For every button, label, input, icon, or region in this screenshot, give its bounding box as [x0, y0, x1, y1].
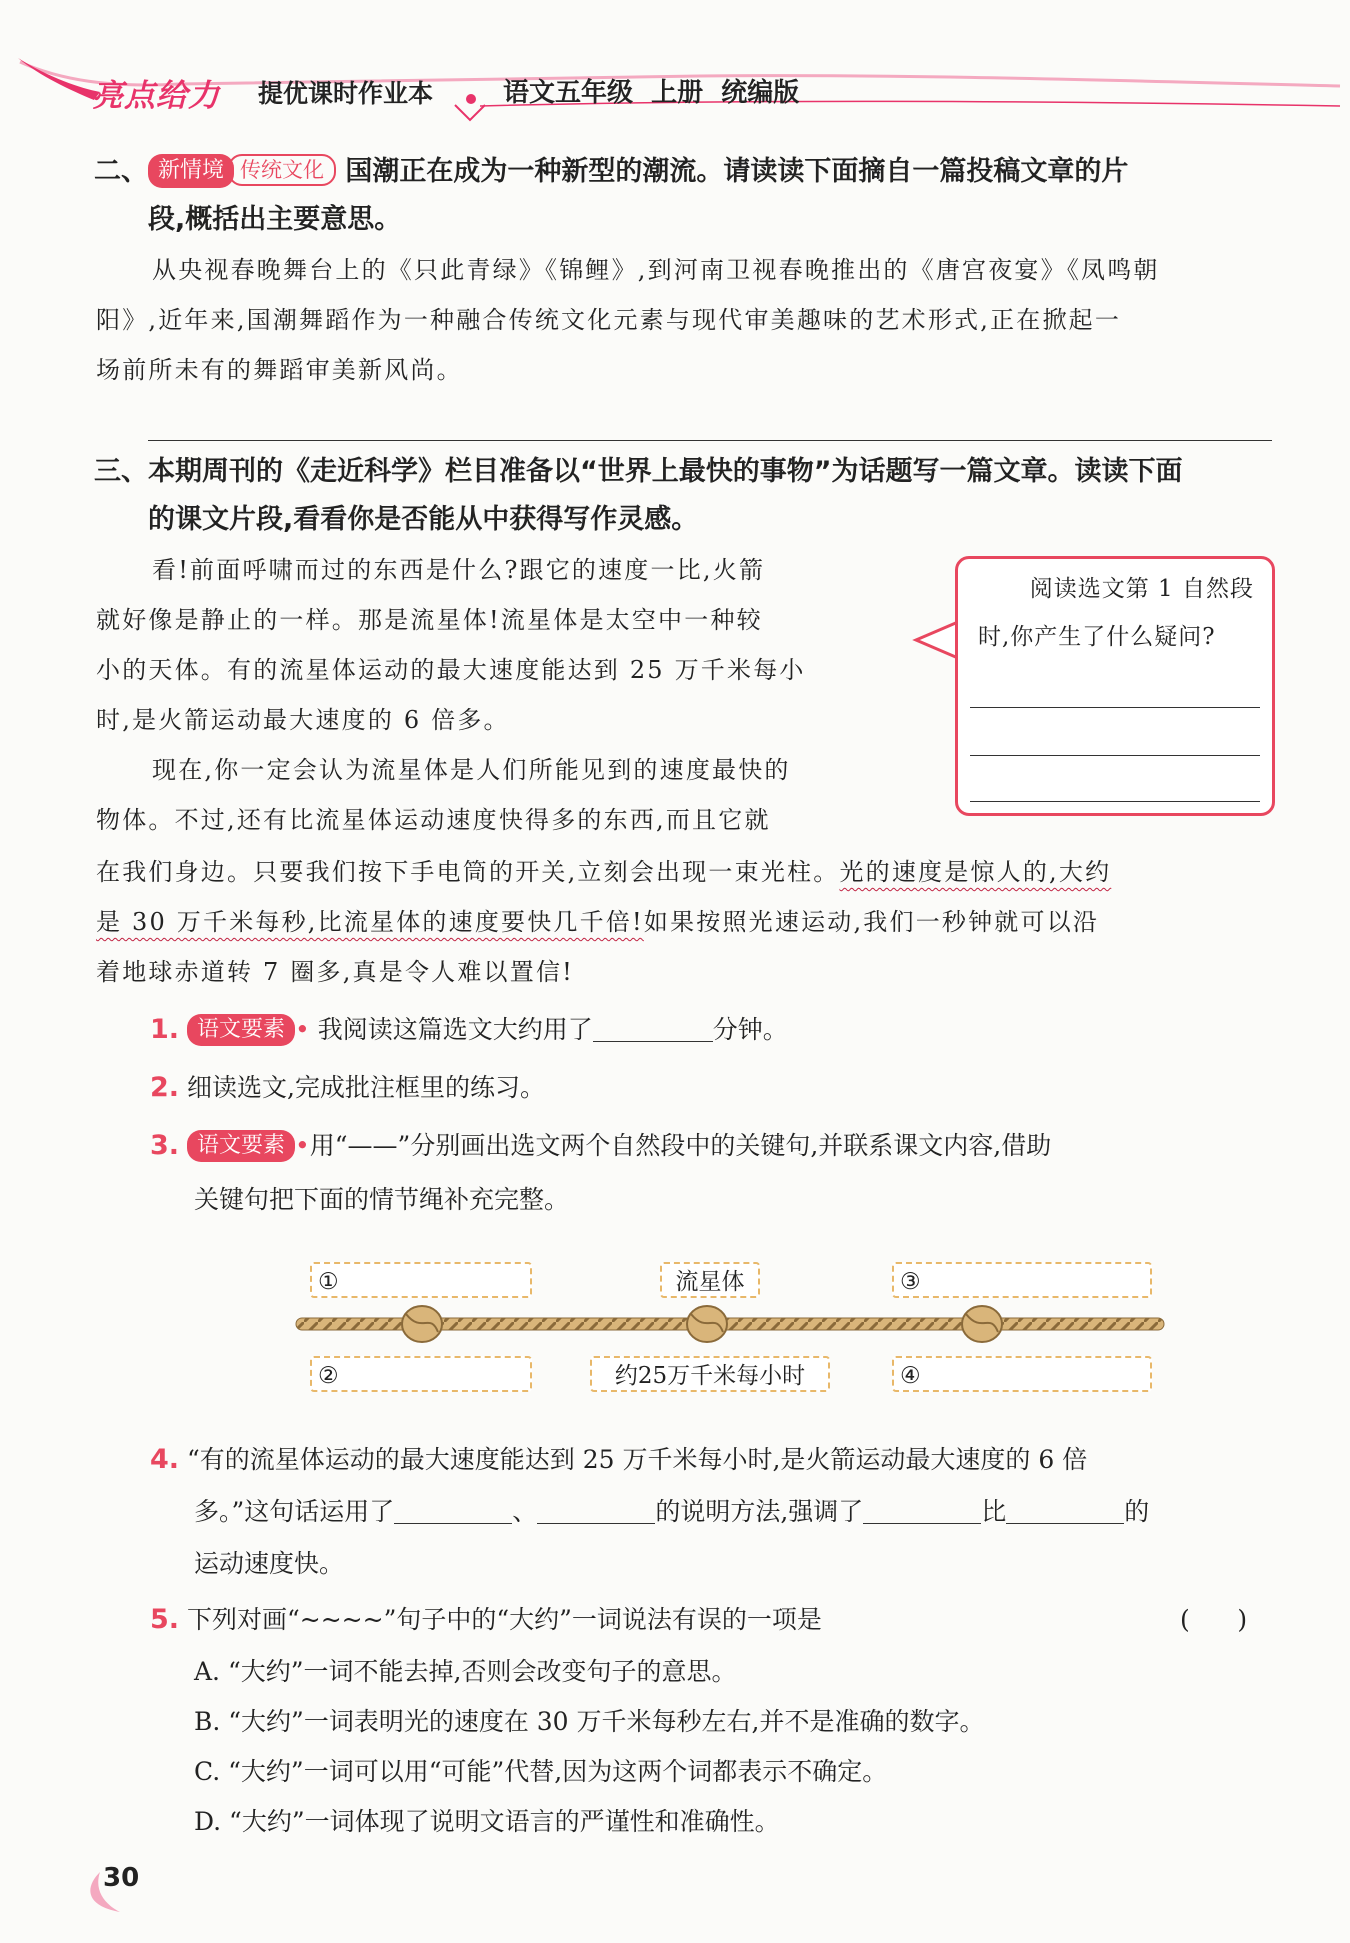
- q4-blank-4[interactable]: [1006, 1493, 1124, 1524]
- passage-p1-line2: 就好像是静止的一样。那是流星体!流星体是太空中一种较: [96, 606, 763, 634]
- wavy-sentence-part2: 是 30 万千米每秒,比流星体的速度要快几千倍!: [96, 908, 644, 936]
- subject-title: 语文五年级 上册 统编版: [503, 78, 800, 108]
- question-5: [150, 1594, 822, 1646]
- note-line2: 时,你产生了什么疑问?: [978, 624, 1216, 650]
- q5-option-a[interactable]: A. “大约”一词不能去掉,否则会改变句子的意思。: [194, 1657, 737, 1686]
- q5-answer-paren[interactable]: ( ): [1180, 1605, 1248, 1634]
- q4-line3: 运动速度快。: [194, 1549, 345, 1578]
- q1-text-after: 分钟。: [712, 1015, 788, 1044]
- q2-text: 细读选文,完成批注框里的练习。: [187, 1073, 545, 1102]
- rope-box-4[interactable]: ④: [892, 1356, 1152, 1392]
- wavy-sentence-part1: 光的速度是惊人的,大约: [839, 858, 1112, 886]
- rope-box-1[interactable]: ①: [310, 1262, 532, 1298]
- passage-p2-line4: [96, 898, 1099, 947]
- q5-text: 下列对画“~~~~”句子中的“大约”一词说法有误的一项是: [187, 1605, 822, 1634]
- q4-text-a: 多。”这句话运用了: [194, 1497, 395, 1526]
- q4-number: 4.: [150, 1444, 180, 1475]
- q5-option-d[interactable]: D. “大约”一词体现了说明文语言的严谨性和准确性。: [194, 1807, 780, 1836]
- rope-knot-2: [687, 1306, 727, 1342]
- passage-p2-line4b: 如果按照光速运动,我们一秒钟就可以沿: [643, 908, 1100, 936]
- note-answer-line-1[interactable]: [970, 707, 1260, 708]
- rope-box-bottom-mid: 约25万千米每小时: [590, 1356, 830, 1392]
- passage-p2-line1: 现在,你一定会认为流星体是人们所能见到的速度最快的: [152, 756, 791, 784]
- page-number: 30: [103, 1863, 140, 1893]
- q2-number: 2.: [150, 1072, 180, 1103]
- rope-box-3[interactable]: ③: [892, 1262, 1152, 1298]
- brand-logo-text: 亮点给力: [92, 78, 220, 114]
- rope-graphic: [290, 1294, 1170, 1354]
- q4-text-e: 的: [1124, 1497, 1150, 1526]
- section2-number: 二、: [94, 156, 148, 187]
- q4-blank-2[interactable]: [537, 1493, 655, 1524]
- rope-box-top-mid: 流星体: [660, 1262, 760, 1298]
- passage-p2-line3a: 在我们身边。只要我们按下手电筒的开关,立刻会出现一束光柱。: [96, 858, 840, 886]
- section3-number: 三、: [94, 456, 148, 487]
- q3-line2: 关键句把下面的情节绳补充完整。: [194, 1185, 570, 1214]
- section3-prompt-line1: 本期周刊的《走近科学》栏目准备以“世界上最快的事物”为话题写一篇文章。读读下面: [148, 456, 1183, 487]
- q4-line2: [194, 1486, 1149, 1538]
- q1-tag: 语文要素: [187, 1014, 295, 1046]
- q4-text-b: 、: [512, 1497, 538, 1526]
- passage-p1-line1: 看!前面呼啸而过的东西是什么?跟它的速度一比,火箭: [152, 556, 766, 584]
- note-line1: 阅读选文第 1 自然段: [1029, 576, 1254, 602]
- question-4: [150, 1434, 1087, 1486]
- q5-option-b[interactable]: B. “大约”一词表明光的速度在 30 万千米每秒左右,并不是准确的数字。: [194, 1707, 985, 1736]
- section2-passage-line1: 从央视春晚舞台上的《只此青绿》《锦鲤》,到河南卫视春晚推出的《唐宫夜宴》《凤鸣朝: [152, 256, 1160, 284]
- q5-option-c[interactable]: C. “大约”一词可以用“可能”代替,因为这两个词都表示不确定。: [194, 1757, 888, 1786]
- q4-blank-1[interactable]: [394, 1493, 512, 1524]
- section2-passage-line3: 场前所未有的舞蹈审美新风尚。: [96, 356, 463, 384]
- passage-p1-line4: 时,是火箭运动最大速度的 6 倍多。: [96, 706, 510, 734]
- rope-knot-3: [962, 1306, 1002, 1342]
- passage-p2-line3: [96, 848, 1111, 897]
- rope-knot-1: [402, 1306, 442, 1342]
- passage-p2-line5: 着地球赤道转 7 圈多,真是令人难以置信!: [96, 958, 574, 986]
- section2-heading: [94, 148, 1274, 196]
- q4-text-d: 比: [981, 1497, 1007, 1526]
- plot-rope-diagram: [290, 1258, 1170, 1398]
- rope-box-2[interactable]: ②: [310, 1356, 532, 1392]
- passage-p2-line2: 物体。不过,还有比流星体运动速度快得多的东西,而且它就: [96, 806, 771, 834]
- q4-text-c: 的说明方法,强调了: [655, 1497, 864, 1526]
- q1-blank[interactable]: [593, 1011, 713, 1042]
- question-2: [150, 1062, 545, 1114]
- section2-prompt-line2: 段,概括出主要意思。: [148, 204, 402, 235]
- section2-passage-line2: 阳》,近年来,国潮舞蹈作为一种融合传统文化元素与现代审美趣味的艺术形式,正在掀起一: [96, 306, 1122, 334]
- section3-heading: [94, 448, 1284, 496]
- section2-answer-line[interactable]: [148, 440, 1272, 441]
- q3-tag: 语文要素: [187, 1130, 295, 1162]
- section2-prompt-line1: 国潮正在成为一种新型的潮流。请读读下面摘自一篇投稿文章的片: [345, 156, 1129, 187]
- traditional-culture-tag: 传统文化: [228, 154, 336, 186]
- note-answer-line-2[interactable]: [970, 755, 1260, 756]
- note-answer-line-3[interactable]: [970, 801, 1260, 802]
- q1-number: 1.: [150, 1014, 180, 1045]
- series-title: 提优课时作业本: [258, 79, 434, 108]
- header-dot: [466, 94, 476, 104]
- question-3: 3. 语文要素 •用“——”分别画出选文两个自然段中的关键句,并联系课文内容,借助: [150, 1130, 1052, 1161]
- q3-number: 3.: [150, 1130, 180, 1161]
- question-1: 1. 语文要素 • 我阅读这篇选文大约用了 分钟。: [150, 1004, 788, 1056]
- q1-text-before: 我阅读这篇选文大约用了: [317, 1015, 593, 1044]
- q4-line1: “有的流星体运动的最大速度能达到 25 万千米每小时,是火箭运动最大速度的 6 倍: [187, 1445, 1088, 1474]
- section3-prompt-line2: 的课文片段,看看你是否能从中获得写作灵感。: [148, 504, 699, 535]
- passage-p1-line3: 小的天体。有的流星体运动的最大速度能达到 25 万千米每小: [96, 656, 806, 684]
- annotation-box: [955, 556, 1275, 816]
- q5-number: 5.: [150, 1604, 180, 1635]
- q4-blank-3[interactable]: [863, 1493, 981, 1524]
- q3-line1: 用“——”分别画出选文两个自然段中的关键句,并联系课文内容,借助: [309, 1131, 1052, 1160]
- new-context-tag: 新情境: [148, 154, 234, 188]
